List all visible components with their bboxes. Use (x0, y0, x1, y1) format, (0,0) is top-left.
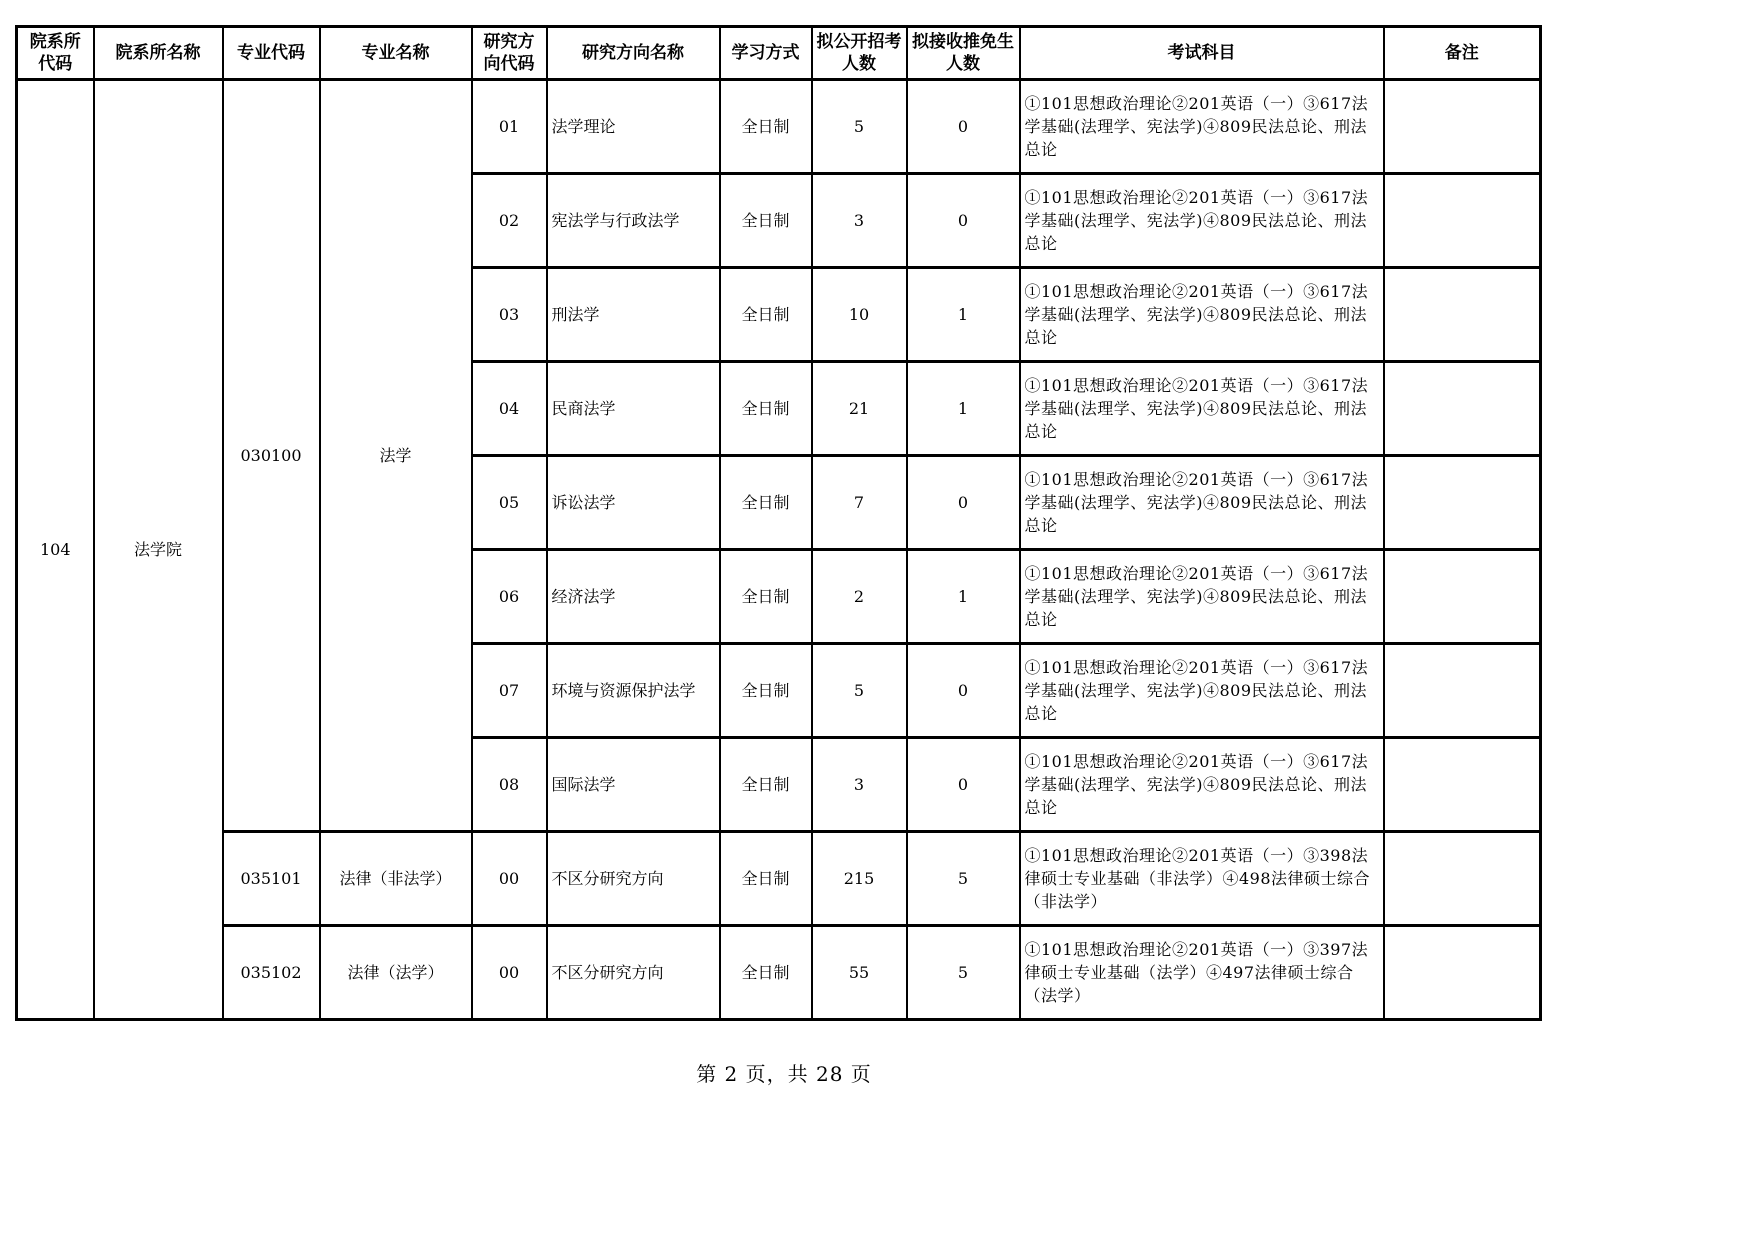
public-quota-cell: 5 (812, 644, 907, 738)
table-row (17, 832, 1541, 926)
major-name-cell: 法律（非法学） (320, 832, 472, 926)
header-direction-code: 研究方向代码 (472, 27, 547, 80)
direction-code-cell: 00 (472, 832, 547, 926)
table-row (17, 926, 1541, 1020)
dept-name-cell: 法学院 (94, 80, 223, 1020)
header-major-code: 专业代码 (223, 27, 320, 80)
major-code-cell: 035101 (223, 832, 320, 926)
public-quota-cell: 10 (812, 268, 907, 362)
exam-subjects-cell: ①101思想政治理论②201英语（一）③617法学基础(法理学、宪法学)④809民法总论、刑法总论 (1020, 738, 1384, 832)
exam-subjects-cell: ①101思想政治理论②201英语（一）③617法学基础(法理学、宪法学)④809民法总论、刑法总论 (1020, 456, 1384, 550)
exempt-quota-cell: 1 (907, 268, 1020, 362)
public-quota-cell: 21 (812, 362, 907, 456)
header-public-quota: 拟公开招考人数 (812, 27, 907, 80)
header-dept-code: 院系所代码 (17, 27, 94, 80)
direction-code-cell: 02 (472, 174, 547, 268)
page-number-footer: 第 2 页，共 28 页 (696, 1062, 872, 1086)
public-quota-cell: 5 (812, 80, 907, 174)
remarks-cell (1384, 174, 1541, 268)
direction-name-cell: 环境与资源保护法学 (547, 644, 720, 738)
public-quota-cell: 2 (812, 550, 907, 644)
study-mode-cell: 全日制 (720, 926, 812, 1020)
exempt-quota-cell: 1 (907, 550, 1020, 644)
direction-code-cell: 04 (472, 362, 547, 456)
major-name-cell: 法学 (320, 80, 472, 832)
remarks-cell (1384, 832, 1541, 926)
direction-name-cell: 刑法学 (547, 268, 720, 362)
exam-subjects-cell: ①101思想政治理论②201英语（一）③617法学基础(法理学、宪法学)④809民法总论、刑法总论 (1020, 174, 1384, 268)
study-mode-cell: 全日制 (720, 832, 812, 926)
direction-code-cell: 08 (472, 738, 547, 832)
public-quota-cell: 3 (812, 738, 907, 832)
header-exempt-quota: 拟接收推免生人数 (907, 27, 1020, 80)
direction-name-cell: 不区分研究方向 (547, 926, 720, 1020)
admissions-table (15, 25, 1542, 1021)
exempt-quota-cell: 0 (907, 80, 1020, 174)
direction-name-cell: 不区分研究方向 (547, 832, 720, 926)
study-mode-cell: 全日制 (720, 738, 812, 832)
exempt-quota-cell: 0 (907, 174, 1020, 268)
exam-subjects-cell: ①101思想政治理论②201英语（一）③397法律硕士专业基础（法学）④497法律硕士综合（法学） (1020, 926, 1384, 1020)
header-direction-name: 研究方向名称 (547, 27, 720, 80)
header-major-name: 专业名称 (320, 27, 472, 80)
direction-name-cell: 民商法学 (547, 362, 720, 456)
remarks-cell (1384, 268, 1541, 362)
remarks-cell (1384, 926, 1541, 1020)
remarks-cell (1384, 644, 1541, 738)
header-exam-subjects: 考试科目 (1020, 27, 1384, 80)
direction-code-cell: 00 (472, 926, 547, 1020)
exempt-quota-cell: 1 (907, 362, 1020, 456)
public-quota-cell: 215 (812, 832, 907, 926)
direction-name-cell: 宪法学与行政法学 (547, 174, 720, 268)
direction-code-cell: 06 (472, 550, 547, 644)
public-quota-cell: 55 (812, 926, 907, 1020)
study-mode-cell: 全日制 (720, 550, 812, 644)
public-quota-cell: 7 (812, 456, 907, 550)
major-code-cell: 030100 (223, 80, 320, 832)
exempt-quota-cell: 5 (907, 926, 1020, 1020)
exam-subjects-cell: ①101思想政治理论②201英语（一）③617法学基础(法理学、宪法学)④809民法总论、刑法总论 (1020, 268, 1384, 362)
exam-subjects-cell: ①101思想政治理论②201英语（一）③398法律硕士专业基础（非法学）④498法律硕士综合（非法学） (1020, 832, 1384, 926)
exempt-quota-cell: 5 (907, 832, 1020, 926)
header-row (17, 27, 1541, 80)
direction-name-cell: 经济法学 (547, 550, 720, 644)
exempt-quota-cell: 0 (907, 738, 1020, 832)
study-mode-cell: 全日制 (720, 80, 812, 174)
direction-code-cell: 03 (472, 268, 547, 362)
exam-subjects-cell: ①101思想政治理论②201英语（一）③617法学基础(法理学、宪法学)④809民法总论、刑法总论 (1020, 80, 1384, 174)
direction-code-cell: 01 (472, 80, 547, 174)
direction-code-cell: 05 (472, 456, 547, 550)
major-name-cell: 法律（法学） (320, 926, 472, 1020)
public-quota-cell: 3 (812, 174, 907, 268)
header-dept-name: 院系所名称 (94, 27, 223, 80)
remarks-cell (1384, 550, 1541, 644)
header-remarks: 备注 (1384, 27, 1541, 80)
remarks-cell (1384, 362, 1541, 456)
exam-subjects-cell: ①101思想政治理论②201英语（一）③617法学基础(法理学、宪法学)④809民法总论、刑法总论 (1020, 362, 1384, 456)
study-mode-cell: 全日制 (720, 456, 812, 550)
study-mode-cell: 全日制 (720, 644, 812, 738)
direction-name-cell: 国际法学 (547, 738, 720, 832)
study-mode-cell: 全日制 (720, 174, 812, 268)
dept-code-cell: 104 (17, 80, 94, 1020)
remarks-cell (1384, 456, 1541, 550)
remarks-cell (1384, 80, 1541, 174)
exam-subjects-cell: ①101思想政治理论②201英语（一）③617法学基础(法理学、宪法学)④809民法总论、刑法总论 (1020, 644, 1384, 738)
study-mode-cell: 全日制 (720, 362, 812, 456)
table-row (17, 80, 1541, 174)
exempt-quota-cell: 0 (907, 456, 1020, 550)
exam-subjects-cell: ①101思想政治理论②201英语（一）③617法学基础(法理学、宪法学)④809民法总论、刑法总论 (1020, 550, 1384, 644)
header-study-mode: 学习方式 (720, 27, 812, 80)
remarks-cell (1384, 738, 1541, 832)
direction-name-cell: 诉讼法学 (547, 456, 720, 550)
direction-name-cell: 法学理论 (547, 80, 720, 174)
major-code-cell: 035102 (223, 926, 320, 1020)
exempt-quota-cell: 0 (907, 644, 1020, 738)
direction-code-cell: 07 (472, 644, 547, 738)
study-mode-cell: 全日制 (720, 268, 812, 362)
